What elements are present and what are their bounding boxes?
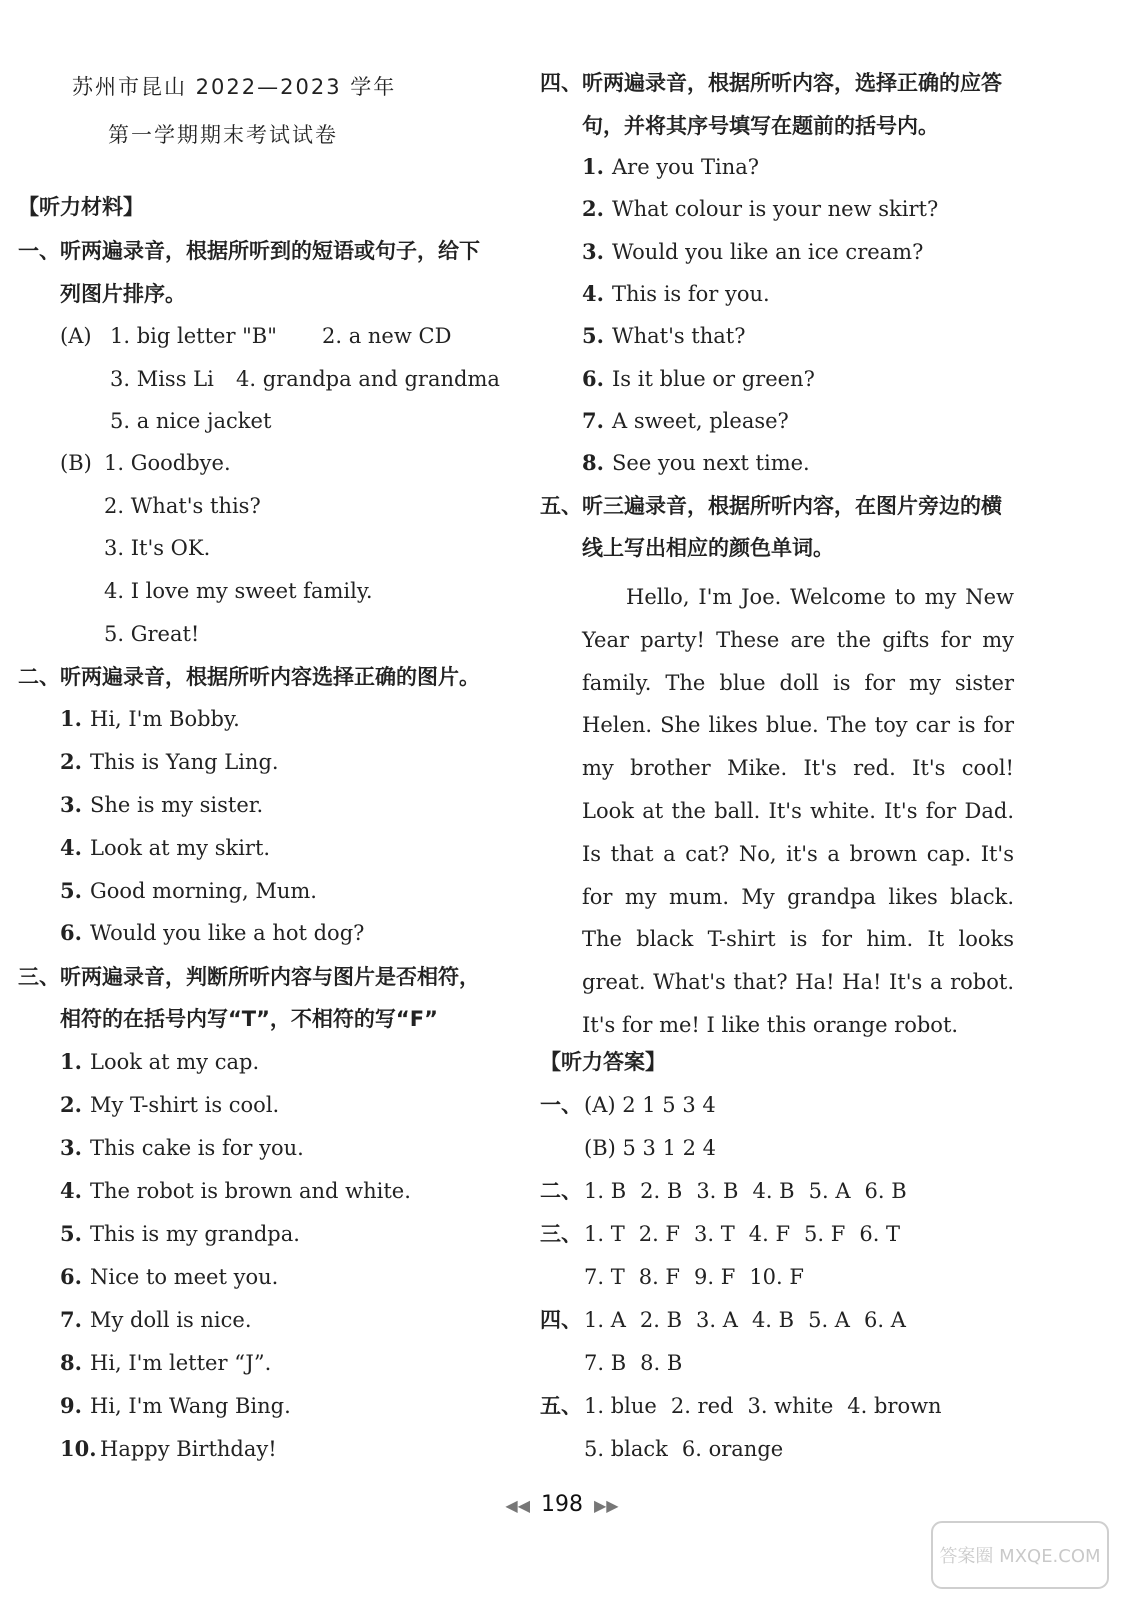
answer-item: 1. A — [584, 1308, 626, 1332]
s1-B-item: 5. Great! — [104, 622, 200, 646]
answer-item: 5. F — [804, 1222, 846, 1246]
s4-item: 4. This is for you. — [582, 281, 770, 306]
s4-item: 1. Are you Tina? — [582, 154, 760, 179]
answer-item: 9. F — [694, 1265, 736, 1289]
answer-item: 6. A — [863, 1308, 906, 1332]
s3-heading-cont: 相符的在括号内写“T”，不相符的写“F” — [60, 1007, 438, 1031]
watermark-logo — [930, 1520, 1110, 1590]
ans-s3-row1 — [584, 1219, 914, 1249]
ans-s2-row — [584, 1176, 921, 1206]
next-arrows-icon: ▶▶ — [594, 1496, 619, 1515]
answer-item: 7. T — [584, 1265, 625, 1289]
answer-item: 2. B — [640, 1179, 683, 1203]
answer-item: 8. F — [638, 1265, 681, 1289]
s3-item: 1. Look at my cap. — [60, 1049, 260, 1074]
s1-B-label: (B) — [60, 451, 92, 475]
answer-item: 1. T — [584, 1222, 625, 1246]
answer-item: 7. B — [584, 1351, 627, 1375]
answer-item: 4. F — [748, 1222, 791, 1246]
answer-item: 5. A — [808, 1179, 851, 1203]
s4-heading-cont: 句，并将其序号填写在题前的括号内。 — [582, 114, 939, 138]
s4-heading: 四、听两遍录音，根据所听内容，选择正确的应答 — [540, 71, 1002, 95]
s3-item: 4. The robot is brown and white. — [60, 1178, 411, 1203]
answer-item: 10. F — [749, 1265, 804, 1289]
answer-item: 3. B — [696, 1179, 739, 1203]
s3-item: 3. This cake is for you. — [60, 1135, 304, 1160]
s4-item: 2. What colour is your new skirt? — [582, 196, 939, 221]
s4-item: 7. A sweet, please? — [582, 408, 789, 433]
answer-item: 5. black — [584, 1437, 668, 1461]
ans-s5-prefix: 五、 — [540, 1394, 582, 1418]
ans-s4-row1 — [584, 1305, 920, 1335]
answer-item: 6. B — [864, 1179, 907, 1203]
s1-heading-cont: 列图片排序。 — [60, 282, 186, 306]
s3-heading: 三、听两遍录音，判断所听内容与图片是否相符， — [18, 965, 480, 989]
s3-item: 9. Hi, I'm Wang Bing. — [60, 1393, 291, 1418]
s1-A-item: 1. big letter "B" — [110, 324, 277, 348]
page-title-line2: 第一学期期末考试试卷 — [108, 123, 338, 147]
s4-item: 8. See you next time. — [582, 450, 810, 475]
ans-s1-A: (A) 2 1 5 3 4 — [584, 1093, 716, 1117]
listening-material-label: 【听力材料】 — [18, 195, 144, 219]
s5-heading: 五、听三遍录音，根据所听内容，在图片旁边的横 — [540, 494, 1002, 518]
svg-text:答案圈 MXQE.COM: 答案圈 MXQE.COM — [939, 1546, 1101, 1567]
ans-s5-row1 — [584, 1391, 956, 1421]
prev-arrows-icon: ◀◀ — [505, 1496, 530, 1515]
answer-item: 3. A — [696, 1308, 738, 1332]
s2-heading: 二、听两遍录音，根据所听内容选择正确的图片。 — [18, 665, 480, 689]
s2-item: 1. Hi, I'm Bobby. — [60, 706, 240, 731]
answer-item: 6. T — [859, 1222, 901, 1246]
answer-item: 4. B — [752, 1179, 795, 1203]
s1-A-item: 5. a nice jacket — [110, 409, 272, 433]
s1-B-item: 3. It's OK. — [104, 536, 211, 560]
s4-item: 3. Would you like an ice cream? — [582, 239, 924, 264]
s3-item: 6. Nice to meet you. — [60, 1264, 279, 1289]
answer-item: 5. A — [808, 1308, 850, 1332]
ans-s3-row2 — [584, 1262, 818, 1292]
answer-item: 2. B — [639, 1308, 683, 1332]
s2-item: 4. Look at my skirt. — [60, 835, 271, 860]
answer-item: 6. orange — [681, 1437, 784, 1461]
s3-item: 7. My doll is nice. — [60, 1307, 252, 1332]
s5-passage: Hello, I'm Joe. Welcome to my New Year party! These are the gifts for my family. The blue doll is for my sister Helen. She likes blue. The toy car is for my brother Mike. It's red. It's cool! Look at the ball. It's white. It's for Dad. Is that a cat? No, it's a brown cap. It's for my mum. My grandpa likes black. The black T-shirt is for him. It looks great. What's that? Ha! Ha! It's a robot. It's for me! I like this orange robot. — [582, 585, 1014, 1037]
ans-s4-prefix: 四、 — [540, 1308, 582, 1332]
answer-item: 3. T — [694, 1222, 735, 1246]
s2-item: 3. She is my sister. — [60, 792, 264, 817]
s3-item: 5. This is my grandpa. — [60, 1221, 300, 1246]
ans-s1-prefix: 一、 — [540, 1093, 582, 1117]
s3-item: 8. Hi, I'm letter “J”. — [60, 1350, 272, 1375]
s1-A-item: 2. a new CD — [322, 324, 452, 348]
s1-B-item: 2. What's this? — [104, 494, 261, 518]
ans-s4-row2 — [584, 1348, 696, 1378]
s2-item: 5. Good morning, Mum. — [60, 878, 317, 903]
s3-item: 10. Happy Birthday! — [60, 1436, 277, 1461]
s1-A-item: 3. Miss Li — [110, 367, 214, 391]
ans-s1-B: (B) 5 3 1 2 4 — [584, 1136, 716, 1160]
s1-heading: 一、听两遍录音，根据所听到的短语或句子，给下 — [18, 239, 480, 263]
answer-item: 2. F — [638, 1222, 681, 1246]
page-title-line1: 苏州市昆山 2022—2023 学年 — [72, 75, 397, 99]
answer-item: 3. white — [747, 1394, 834, 1418]
answer-item: 1. blue — [584, 1394, 657, 1418]
answer-item: 2. red — [670, 1394, 734, 1418]
s1-B-item: 4. I love my sweet family. — [104, 579, 373, 603]
s3-item: 2. My T-shirt is cool. — [60, 1092, 280, 1117]
ans-s3-prefix: 三、 — [540, 1222, 582, 1246]
s4-item: 6. Is it blue or green? — [582, 366, 815, 391]
answer-item: 4. B — [751, 1308, 795, 1332]
answers-label: 【听力答案】 — [540, 1050, 666, 1074]
s1-B-item: 1. Goodbye. — [104, 451, 231, 475]
s2-item: 6. Would you like a hot dog? — [60, 920, 365, 945]
page-number: 198 — [541, 1492, 583, 1517]
answer-item: 8. B — [640, 1351, 683, 1375]
s1-A-item: 4. grandpa and grandma — [236, 367, 500, 391]
answer-item: 4. brown — [847, 1394, 942, 1418]
s5-heading-cont: 线上写出相应的颜色单词。 — [582, 536, 834, 560]
ans-s2-prefix: 二、 — [540, 1179, 582, 1203]
s2-item: 2. This is Yang Ling. — [60, 749, 279, 774]
s4-item: 5. What's that? — [582, 323, 746, 348]
page-footer — [0, 1492, 1124, 1517]
s1-A-label: (A) — [60, 324, 92, 348]
answer-item: 1. B — [584, 1179, 627, 1203]
ans-s5-row2 — [584, 1434, 797, 1464]
